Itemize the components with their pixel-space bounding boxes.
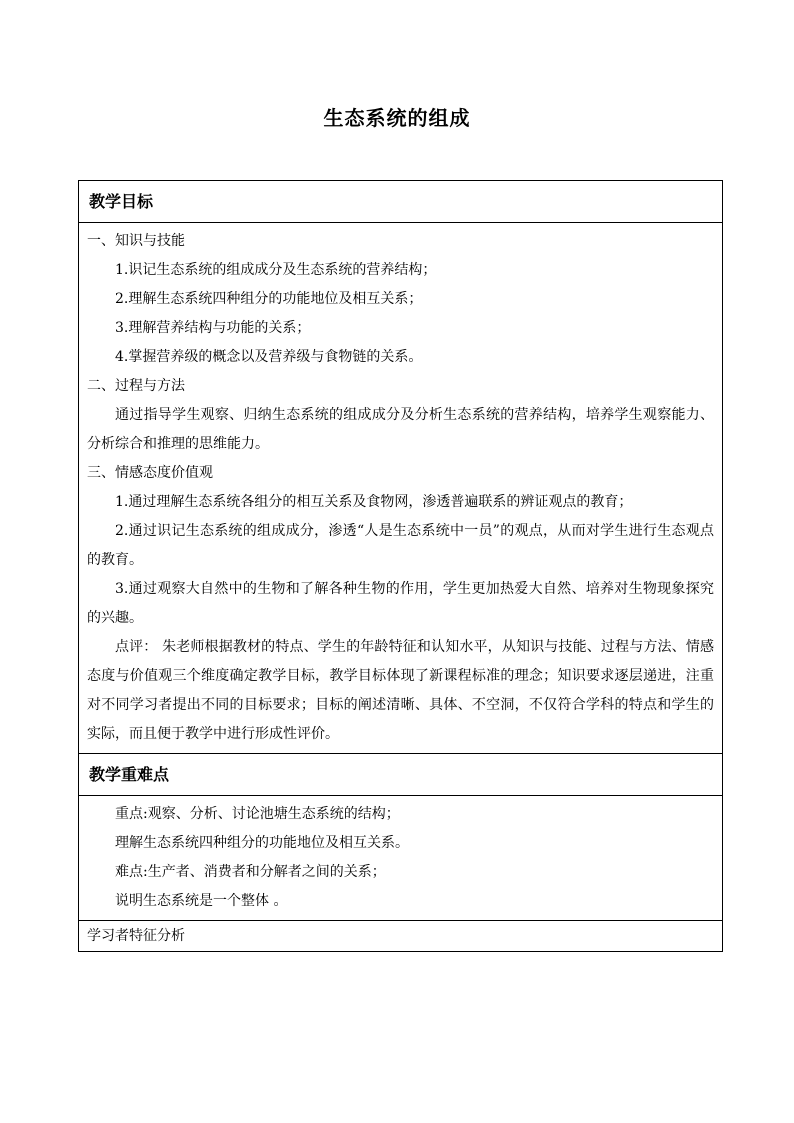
goals-body <box>79 223 722 754</box>
knowledge-item: 1.识记生态系统的组成成分及生态系统的营养结构； <box>115 262 437 278</box>
difficulties-heading: 教学重难点 <box>79 754 722 796</box>
learner-analysis-heading: 学习者特征分析 <box>87 928 185 944</box>
process-heading: 二、过程与方法 <box>87 378 185 394</box>
emotion-item: 2.通过识记生态系统的组成成分，渗透“人是生态系统中一员”的观点，从而对学生进行生态观点的教育。 <box>87 523 714 568</box>
emotion-heading: 三、情感态度价值观 <box>87 465 213 481</box>
emotion-item: 1.通过理解生态系统各组分的相互关系及食物网，渗透普遍联系的辨证观点的教育； <box>115 494 633 510</box>
teacher-comment: 点评： 朱老师根据教材的特点、学生的年龄特征和认知水平，从知识与技能、过程与方法、情感态度与价值观三个维度确定教学目标，教学目标体现了新课程标准的理念；知识要求逐层递进，注重对不同学习者提出不同的目标要求；目标的阐述清晰、具体、不空洞，不仅符合学科的特点和学生的实际，而且便于教学中进行形成性评价。 <box>87 639 714 742</box>
difficulty-line: 难点:生产者、消费者和分解者之间的关系； <box>115 864 386 880</box>
lesson-plan-table <box>78 180 723 952</box>
goals-heading: 教学目标 <box>79 181 722 223</box>
difficulty-line: 理解生态系统四种组分的功能地位及相互关系。 <box>115 835 409 851</box>
knowledge-item: 3.理解营养结构与功能的关系； <box>115 320 311 336</box>
emotion-item: 3.通过观察大自然中的生物和了解各种生物的作用，学生更加热爱大自然、培养对生物现象探究的兴趣。 <box>87 581 714 626</box>
difficulties-body <box>79 796 722 921</box>
document-title: 生态系统的组成 <box>323 106 471 130</box>
knowledge-item: 2.理解生态系统四种组分的功能地位及相互关系； <box>115 291 423 307</box>
knowledge-item: 4.掌握营养级的概念以及营养级与食物链的关系。 <box>115 349 423 365</box>
process-text: 通过指导学生观察、归纳生态系统的组成成分及分析生态系统的营养结构，培养学生观察能力、分析综合和推理的思维能力。 <box>87 407 714 452</box>
difficulty-line: 说明生态系统是一个整体 。 <box>115 893 288 909</box>
difficulty-line: 重点:观察、分析、讨论池塘生态系统的结构； <box>115 806 400 822</box>
knowledge-heading: 一、知识与技能 <box>87 233 185 249</box>
